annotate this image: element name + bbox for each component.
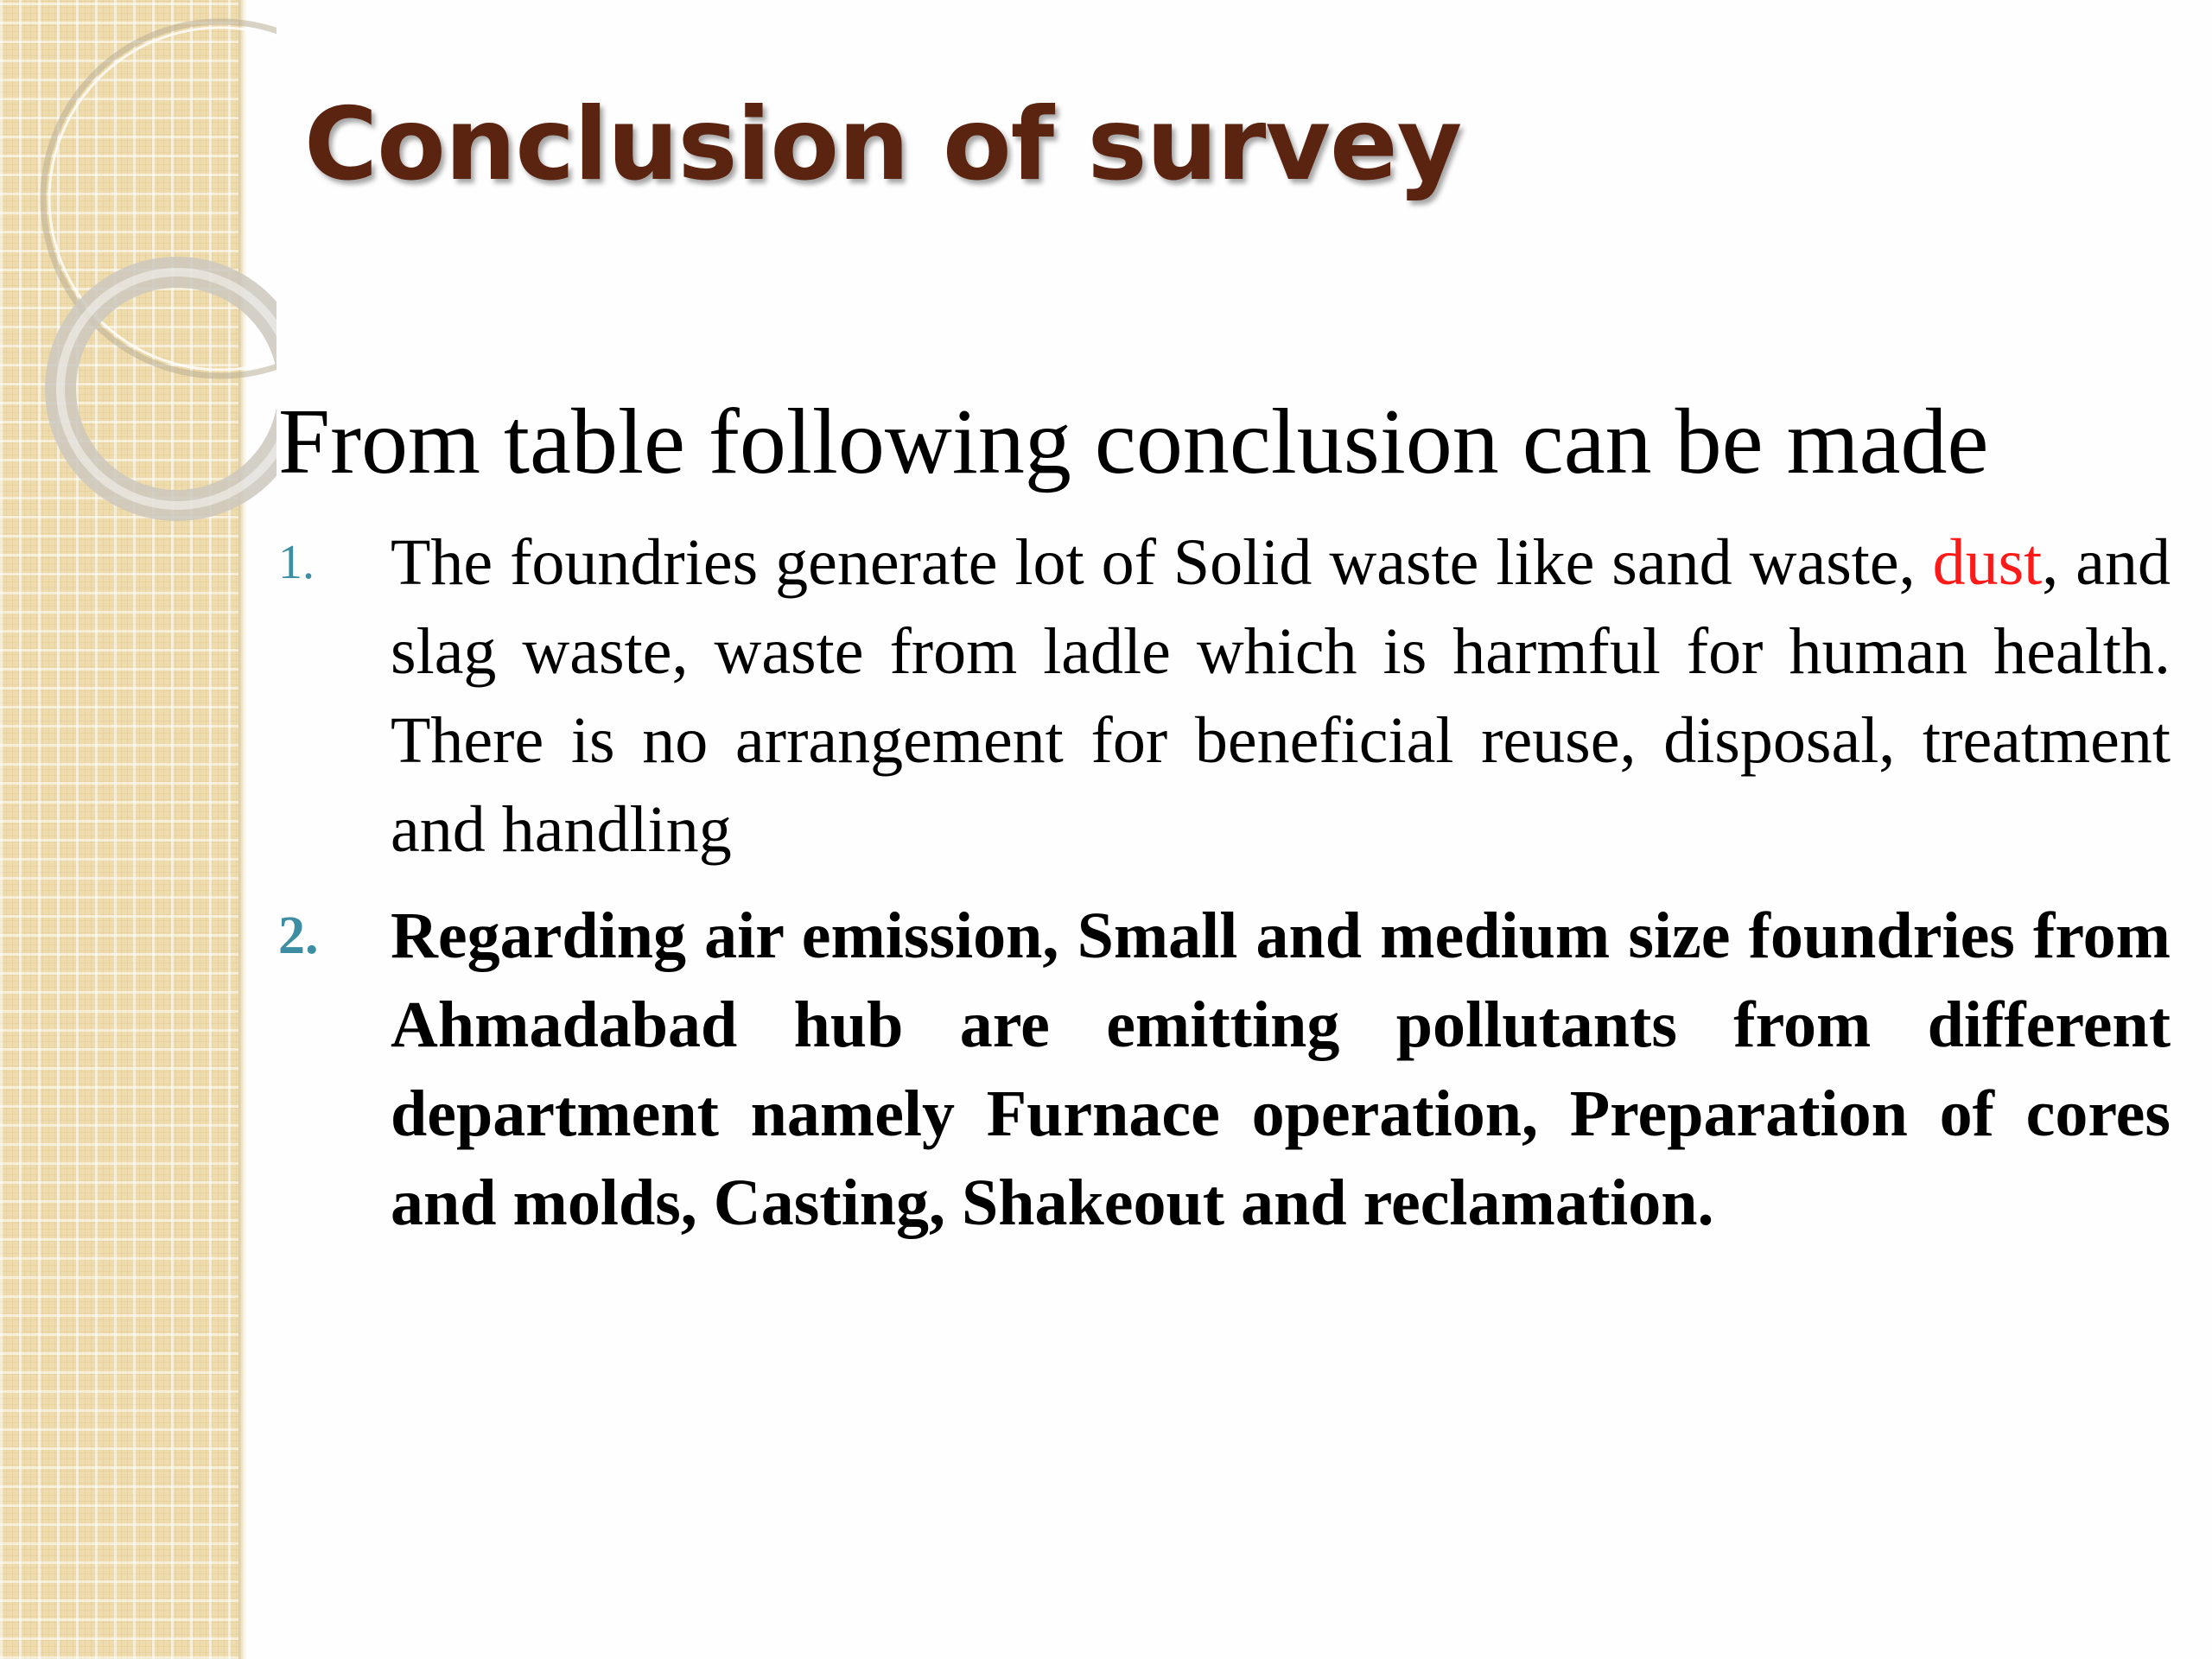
list-item-number: 1. bbox=[278, 536, 315, 589]
conclusion-list bbox=[278, 518, 2171, 1248]
list-item-number: 2. bbox=[278, 906, 319, 965]
list-item-text: Regarding air emission, Small and medium size foundries from Ahmadabad hub are emitting pollutants from different department namely Furnace operation, Preparation of cores and molds, Casting, Shakeout and reclamation. bbox=[391, 899, 2171, 1239]
list-item bbox=[278, 892, 2171, 1248]
list-item-text: The foundries generate lot of Solid waste like sand waste, bbox=[391, 526, 1933, 599]
decorative-rings-icon bbox=[0, 0, 276, 553]
slide-title: Conclusion of survey bbox=[304, 86, 1462, 203]
intro-text: From table following conclusion can be made bbox=[278, 391, 1989, 493]
highlighted-word: dust bbox=[1932, 526, 2043, 599]
list-item-text-continued: , and slag waste, waste from ladle which is harmful for human health. There is no arrangement for beneficial reuse, disposal, treatment and handling bbox=[391, 526, 2171, 866]
list-item bbox=[278, 518, 2171, 874]
